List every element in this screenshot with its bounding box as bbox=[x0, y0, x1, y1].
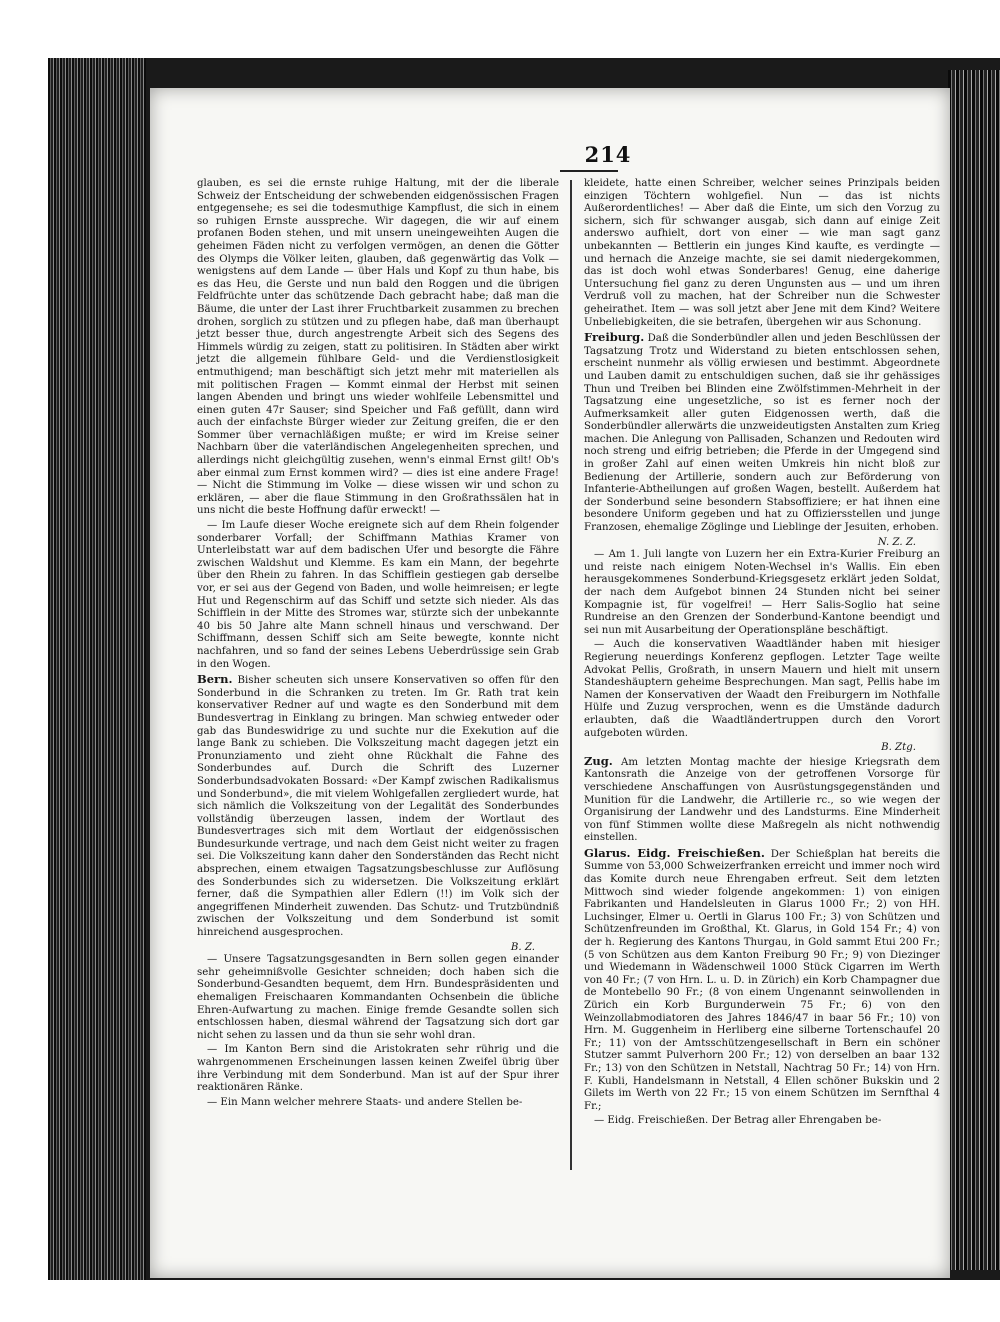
article-paragraph: — Eidg. Freischießen. Der Betrag aller Ehrengaben be- bbox=[594, 1115, 882, 1127]
left-column bbox=[197, 178, 559, 1111]
zug-section bbox=[584, 755, 940, 845]
article-paragraph: — Am 1. Juli langte von Luzern her ein Extra-Kurier Freiburg an und reiste nach einigem Noten-Wechsel in's Wallis. Ein eben herausgekommenes Sonderbund-Kriegsgesetz erklärt jeden Soldat, der nach dem Aufgebot binnen 24 Stunden nicht bei seiner Kompagnie ist, für vogelfrei! — Herr Salis-Soglio hat seine Rundreise an den Grenzen der Sonderbund-Kantone beendigt und sei nun mit Ausarbeitung der Operationspläne beschäftigt. bbox=[584, 549, 940, 636]
article-paragraph: Daß die Sonderbündler allen und jeden Beschlüssen der Tagsatzung Trotz und Widerstand zu bieten entschlossen sehen, erscheint nunmehr als völlig erwiesen und bestimmt. Abgeordnete und Lauben damit zu entschuldigen suchen, daß sie ihr gehässiges Thun und Treiben bei Blinden eine Zwölfstimmen-Mehrheit in der Tagsatzung eine ungesetzliche, so ist es ferner noch der Aufmerksamkeit aller guten Eidgenossen werth, daß die Sonderbündler allerwärts die unzweideutigsten Anstalten zum Krieg machen. Die Anlegung von Pallisaden, Schanzen und Redouten wird noch streng und eifrig betrieben; die Pferde in der Umgegend sind in großer Zahl auf einen weiten Umkreis hin nicht bloß zur Bedienung der Artillerie, sondern auch zur Beförderung von Infanterie-Abtheilungen auf großen Wagen, bestellt. Außerdem hat der Sonderbund seine besondern Stabsoffiziere; er hat ihnen eine besondere Uniform gegeben und hat zu Offiziersstellen und junge Franzosen, ehemalige Zöglinge und Lieblinge der Jesuiten, erhoben. bbox=[584, 333, 940, 534]
glarus-section bbox=[584, 847, 940, 1113]
header-rule bbox=[560, 170, 618, 172]
article-paragraph: Der Schießplan hat bereits die Summe von 53,000 Schweizerfranken erreicht und immer noch wird das Komite durch neue Ehrengaben erfreut. Seit dem letzten Mittwoch sind wieder folgende angekommen: 1) von einigen Fabrikanten und Handelsleuten in Glarus 1000 Fr.; 2) von HH. Luchsinger, Elmer u. Oertli in Glarus 100 Fr.; 3) von Schützen und Schützenfreunden im Großthal, Kt. Glarus, in Gold 154 Fr.; 4) von der h. Regierung des Kantons Thurgau, in Gold sammt Etui 200 Fr.; (5 von Schützen aus dem Kanton Freiburg 90 Fr.; 9) von Diezinger und Wiedemann in Wädenschweil 1000 Stück Cigarren im Werth von 40 Fr.; (7 von Hrn. L. u. D. in Zürich) ein Korb Champagner due de Montebello 90 Fr.; (8 von einem Ungenannt seinwollenden in Zürich ein Korb Burgunderwein 75 Fr.; 6) von den Weinzollabmodiatoren des Jahres 1846/47 in baar 56 Fr.; 10) von Hrn. M. Guggenheim in Herliberg eine silberne Tortenschaufel 20 Fr.; 11) von der Amtsschützengesellschaft in Bern ein schöner Stutzer sammt Pulverhorn 200 Fr.; 12) von derselben an baar 132 Fr.; 13) von den Schützen in Netstall, Nachtrag 50 Fr.; 14) von Hrn. F. Kubli, Handelsmann in Netstall, 4 Ellen schöner Bukskin und 2 Gilets im Werth von 22 Fr.; 15 von einem Schützen im Sernfthal 4 Fr.; bbox=[584, 848, 940, 1112]
article-paragraph: Bisher scheuten sich unsere Konservativen so offen für den Sonderbund in die Schranken zu treten. Im Gr. Rath trat kein konservativer Redner auf und wagte es den Sonderbund mit dem Bundesvertrag in Einklang zu bringen. Man schwieg entweder oder gab das Bundeswidrige zu und suchte nur die Exekution auf die lange Bank zu schieben. Die Volkszeitung macht dagegen jetzt ein Pronunziamento und zieht ohne Rückhalt die Fahne des Sonderbundes auf. Durch die Schrift des Luzerner Sonderbundsadvokaten Bossard: «Der Kampf zwischen Radikalismus und Sonderbund», die mit vielem Wohlgefallen zergliedert wurde, hat sich nämlich die Volkszeitung von der Legalität des Sonderbundes vollständig überzeugen lassen, indem der Wortlaut des Bundesvertrages sich mit dem Wortlaut der eidgenössischen Bundesurkunde vertrage, und nach dem Geist nicht weiter zu fragen sei. Die Volkszeitung kann daher den Sonderständen das Recht nicht absprechen, einem etwaigen Tagsatzungsbeschlusse zur Auflösung des Sonderbundes sich zu widersetzen. Die Volkszeitung erklärt ferner, daß die Sympathien aller Edlern (!!) im Volk sich der angegriffenen Minderheit zuwenden. Das Schutz- und Trutzbündniß zwischen der Volkszeitung und dem Sonderbund ist somit hinreichend ausgesprochen. bbox=[197, 675, 559, 939]
section-heading-bern: Bern. bbox=[197, 672, 233, 687]
article-paragraph: Am letzten Montag machte der hiesige Kriegsrath dem Kantonsrath die Anzeige von der getroffenen Vorsorge für verschiedene Anschaffungen von Ausrüstungsgegenständen und Munition für die Landwehr, die Artillerie rc., so wie wegen der Organisirung der Landwehr und des Landsturms. Eine Minderheit von fünf Stimmen wollte diese Maßregeln als nicht nothwendig einstellen. bbox=[584, 756, 940, 844]
bern-section bbox=[197, 673, 559, 939]
article-paragraph: — Ein Mann welcher mehrere Staats- und andere Stellen be- bbox=[207, 1096, 523, 1108]
page-number: 214 bbox=[584, 142, 632, 167]
section-heading-freiburg: Freiburg. bbox=[584, 330, 645, 345]
book-edge-pages bbox=[948, 70, 1000, 1270]
section-heading-glarus: Glarus. Eidg. Freischießen. bbox=[584, 845, 765, 860]
article-paragraph: — Im Laufe dieser Woche ereignete sich auf dem Rhein folgender sonderbarer Vorfall; der Schiffmann Mathias Kramer von Unterleibstatt war auf dem badischen Ufer und besorgte die Fähre zwischen Waldshut und Klemme. Es kam ein Mann, der begehrte über den Rhein zu fahren. In das Schifflein gestiegen gab derselbe vor, er sei aus der Gegend von Baden, und wolle heimreisen; er legte Hut und Regenschirm auf das Schiff und setzte sich nieder. Als das Schifflein in der Mitte des Stromes war, stürzte sich der unbekannte 40 bis 50 Jahre alte Mann schnell hinaus und verschwand. Der Schiffmann, dessen Schiff sich am Seite bewegte, konnte nicht nachfahren, und so fand der seines Lebens Ueberdrüssige sein Grab in den Wogen. bbox=[197, 520, 559, 670]
section-heading-zug: Zug. bbox=[584, 753, 613, 768]
article-paragraph: kleidete, hatte einen Schreiber, welcher seines Prinzipals beiden einzigen Töchtern wohlgefiel. Nun — das ist nichts Außerordentliches! — Aber daß die Einte, um sich den Vorzug zu sichern, sich für schwanger ausgab, sich dann auf einige Zeit anderswo aufhielt, dort von einer — wie man sagt ganz unbekannten — Bettlerin ein junges Kind kaufte, es verdingte — und hernach die Anzeige machte, sie sei damit niedergekommen, das ist doch wohl etwas Sonderbares! Genug, eine daherige Untersuchung fiel ganz zu deren Ungunsten aus — und um ihren Verdruß voll zu machen, hat der Schreiber nun die Schwester geheirathet. Item — was soll jetzt aber Jene mit dem Kind? Weitere Unbeliebigkeiten, die sie betrafen, übergehen wir aus Schonung. bbox=[584, 178, 940, 328]
freiburg-section bbox=[584, 331, 940, 535]
source-signature: B. Ztg. bbox=[881, 742, 916, 754]
article-paragraph: — Unsere Tagsatzungsgesandten in Bern sollen gegen einander sehr geheimnißvolle Gesichter schneiden; doch haben sich die Sonderbund-Gesandten bequemt, dem Hrn. Bundespräsidenten und ehemaligen Freischaaren Kommandanten Ochsenbein die übliche Ehren-Aufwartung zu machen. Einige fremde Gesandte sollen sich entschlossen haben, diesmal während der Tagsatzung sich dort gar nicht sehen zu lassen und da thun sie sehr wohl dran. bbox=[197, 954, 559, 1041]
book-spine-pages bbox=[48, 58, 146, 1280]
article-paragraph: — Im Kanton Bern sind die Aristokraten sehr rührig und die wahrgenommenen Erscheinungen lassen keinen Zweifel übrig über ihre Verbindung mit dem Sonderbund. Man ist auf der Spur ihrer reaktionären Ränke. bbox=[197, 1044, 559, 1094]
article-paragraph: — Auch die konservativen Waadtländer haben mit hiesiger Regierung neuerdings Konferenz gepflogen. Letzter Tage weilte Advokat Pellis, Großrath, in unsern Mauern und hielt mit unsern Standeshäuptern geheime Besprechungen. Man sagt, Pellis habe im Namen der Konservativen der Waadt den Freiburgern im Nothfalle Hülfe und Zuzug versprochen, wenn es die Umstände dadurch erlaubten, daß die Waadtländertruppen durch den Vorort aufgeboten würden. bbox=[584, 639, 940, 739]
article-paragraph: glauben, es sei die ernste ruhige Haltung, mit der die liberale Schweiz der Entscheidung der schwebenden eidgenössischen Fragen entgegensehe; es sei die todesmuthige Kampflust, die sich in einem so ruhigen Ernste ausspreche. Wir dagegen, die wir auf einem profanen Boden stehen, und mit unsern uneingeweihten Augen die geheimen Fäden nicht zu verfolgen vermögen, an denen die Götter des Olymps die Völker leiten, glauben, daß gegenwärtig das Volk — wenigstens auf dem Lande — über Hals und Kopf zu thun habe, bis es das Heu, die Gerste und nun bald den Roggen und die übrigen Feldfrüchte unter das schützende Dach gebracht habe; daß man die Bäume, die unter der Last ihrer Fruchtbarkeit zusammen zu brechen drohen, sorglich zu stützen und zu pflegen habe, daß man überhaupt jetzt besser thue, durch angestrengte Arbeit sich des Segens des Himmels würdig zu zeigen, statt zu politisiren. In Städten aber wirkt jetzt die allgemein fühlbare Geld- und die Verdienstlosigkeit entmuthigend; man beschäftigt sich jetzt mehr mit materiellen als mit politischen Fragen — Kommt einmal der Herbst mit seinen langen Abenden und bringt uns wieder wohlfeile Lebensmittel und einen guten 47r Sauser; sind Speicher und Faß gefüllt, dann wird auch der einfachste Bürger wieder zur Zeitung greifen, die er den Sommer über vernachläßigen mußte; er wird im Kreise seiner Nachbarn über die vaterländischen Angelegenheiten sprechen, und allerdings nicht gleichgültig zusehen, wenn's einmal Ernst gilt! Ob's aber einmal zum Ernst kommen wird? — dies ist eine andere Frage! — Nicht die Stimmung im Volke — diese wissen wir und schon zu erklären, — aber die flaue Stimmung in den Großrathssälen hat in uns nicht die beste Hoffnung dafür erweckt! — bbox=[197, 178, 559, 517]
source-signature: N. Z. Z. bbox=[877, 536, 916, 548]
source-signature: B. Z. bbox=[510, 941, 535, 953]
right-column bbox=[584, 178, 940, 1130]
column-divider bbox=[570, 180, 572, 1170]
